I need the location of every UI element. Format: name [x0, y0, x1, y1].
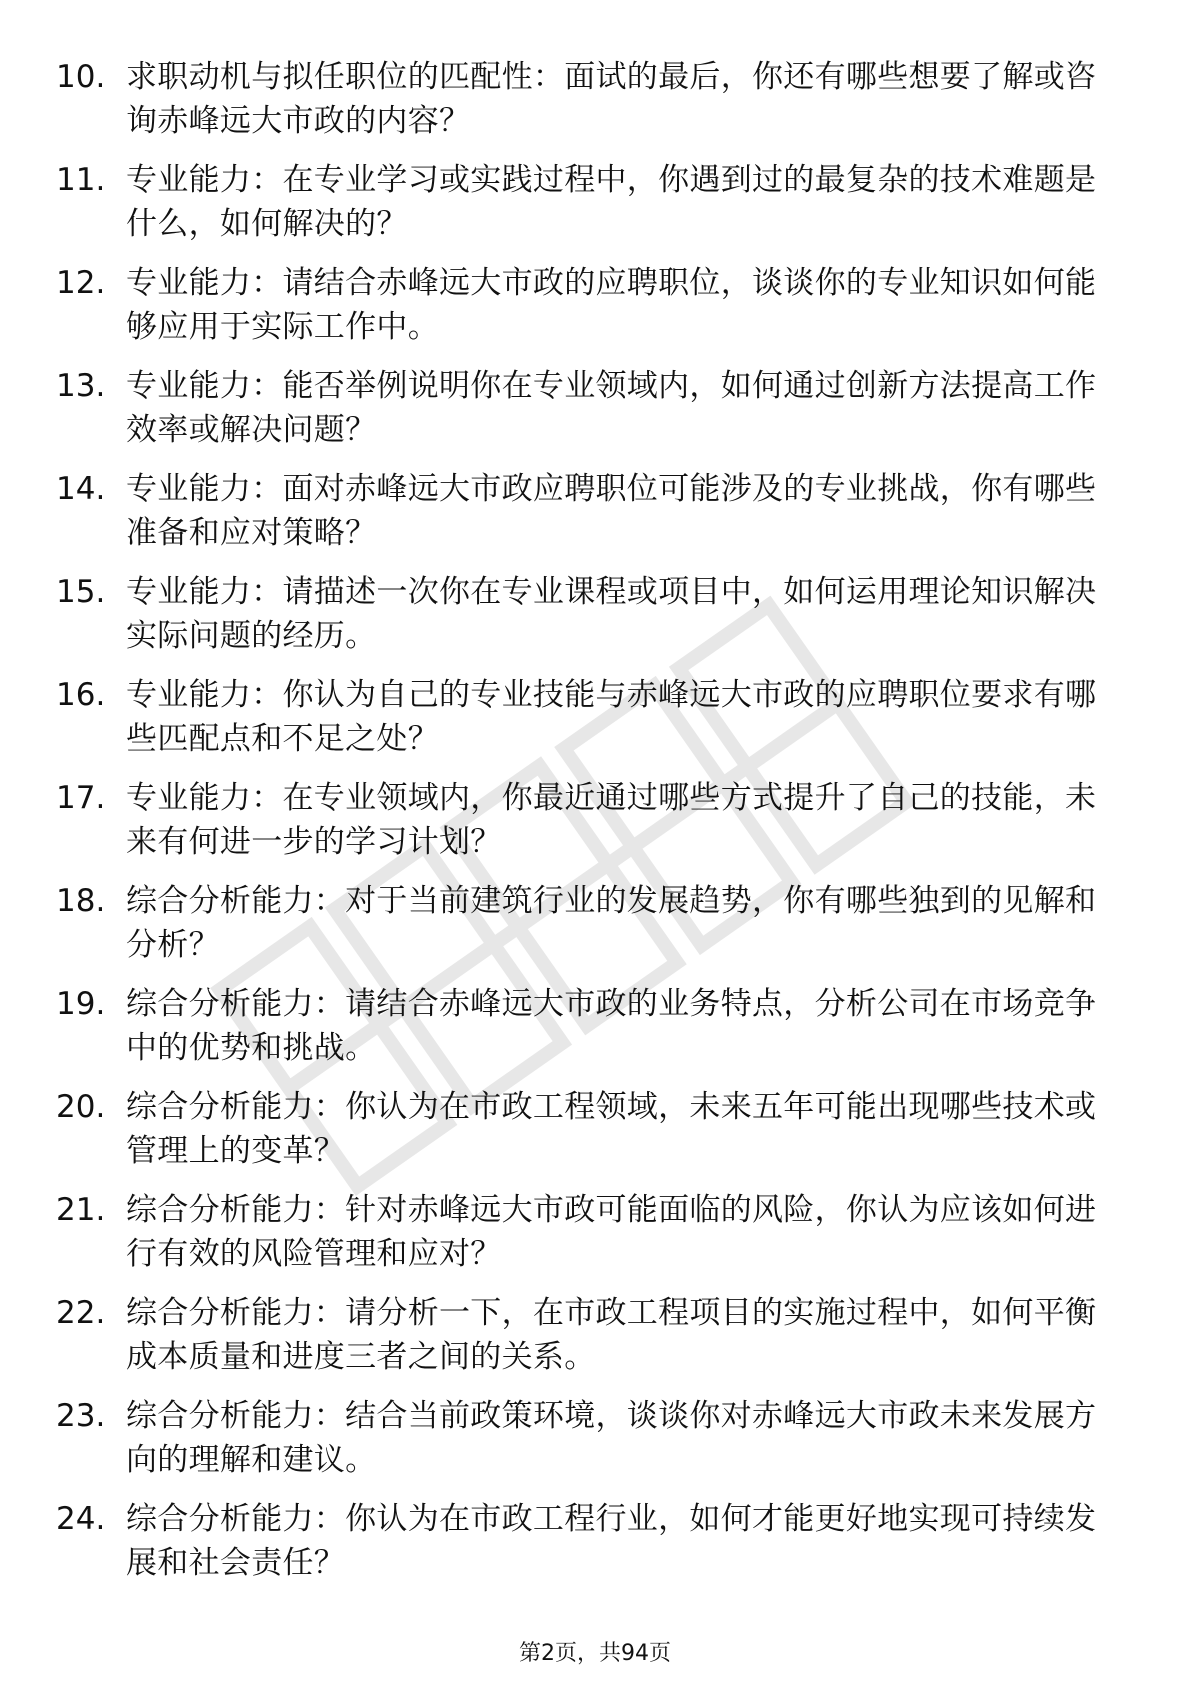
question-text: 专业能力：请结合赤峰远大市政的应聘职位，谈谈你的专业知识如何能够应用于实际工作中。: [126, 265, 1097, 345]
question-list: [56, 55, 1116, 1600]
question-number: 20.: [56, 1089, 106, 1125]
page-footer: 第2页，共94页: [519, 1641, 671, 1666]
question-text: 综合分析能力：你认为在市政工程领域，未来五年可能出现哪些技术或管理上的变革？: [126, 1089, 1097, 1169]
question-text: 专业能力：能否举例说明你在专业领域内，如何通过创新方法提高工作效率或解决问题？: [126, 368, 1097, 448]
question-text: 综合分析能力：你认为在市政工程行业，如何才能更好地实现可持续发展和社会责任？: [126, 1501, 1097, 1581]
question-text: 专业能力：请描述一次你在专业课程或项目中，如何运用理论知识解决实际问题的经历。: [126, 574, 1097, 654]
question-item: [56, 364, 1116, 467]
question-item: [56, 1394, 1116, 1497]
question-item: [56, 1085, 1116, 1188]
question-text: 综合分析能力：针对赤峰远大市政可能面临的风险，你认为应该如何进行有效的风险管理和应对？: [126, 1192, 1097, 1272]
question-number: 18.: [56, 883, 106, 919]
question-number: 10.: [56, 59, 106, 95]
question-text: 综合分析能力：结合当前政策环境，谈谈你对赤峰远大市政未来发展方向的理解和建议。: [126, 1398, 1097, 1478]
question-item: [56, 467, 1116, 570]
question-text: 专业能力：面对赤峰远大市政应聘职位可能涉及的专业挑战，你有哪些准备和应对策略？: [126, 471, 1097, 551]
question-item: [56, 570, 1116, 673]
question-item: [56, 1497, 1116, 1600]
question-text: 专业能力：在专业领域内，你最近通过哪些方式提升了自己的技能，未来有何进一步的学习计划？: [126, 780, 1097, 860]
question-number: 21.: [56, 1192, 106, 1228]
question-item: [56, 158, 1116, 261]
question-item: [56, 55, 1116, 158]
question-text: 求职动机与拟任职位的匹配性：面试的最后，你还有哪些想要了解或咨询赤峰远大市政的内容？: [126, 59, 1097, 139]
question-text: 专业能力：你认为自己的专业技能与赤峰远大市政的应聘职位要求有哪些匹配点和不足之处？: [126, 677, 1097, 757]
question-item: [56, 673, 1116, 776]
question-number: 22.: [56, 1295, 106, 1331]
question-item: [56, 879, 1116, 982]
question-item: [56, 261, 1116, 364]
question-number: 13.: [56, 368, 106, 404]
question-text: 专业能力：在专业学习或实践过程中，你遇到过的最复杂的技术难题是什么，如何解决的？: [126, 162, 1097, 242]
question-number: 23.: [56, 1398, 106, 1434]
question-item: [56, 982, 1116, 1085]
question-number: 14.: [56, 471, 106, 507]
question-text: 综合分析能力：对于当前建筑行业的发展趋势，你有哪些独到的见解和分析？: [126, 883, 1097, 963]
question-number: 11.: [56, 162, 106, 198]
question-item: [56, 1291, 1116, 1394]
question-text: 综合分析能力：请分析一下，在市政工程项目的实施过程中，如何平衡成本质量和进度三者之间的关系。: [126, 1295, 1097, 1375]
question-number: 17.: [56, 780, 106, 816]
question-number: 24.: [56, 1501, 106, 1537]
question-number: 16.: [56, 677, 106, 713]
question-number: 12.: [56, 265, 106, 301]
question-text: 综合分析能力：请结合赤峰远大市政的业务特点，分析公司在市场竞争中的优势和挑战。: [126, 986, 1097, 1066]
question-number: 15.: [56, 574, 106, 610]
question-item: [56, 1188, 1116, 1291]
question-number: 19.: [56, 986, 106, 1022]
question-item: [56, 776, 1116, 879]
